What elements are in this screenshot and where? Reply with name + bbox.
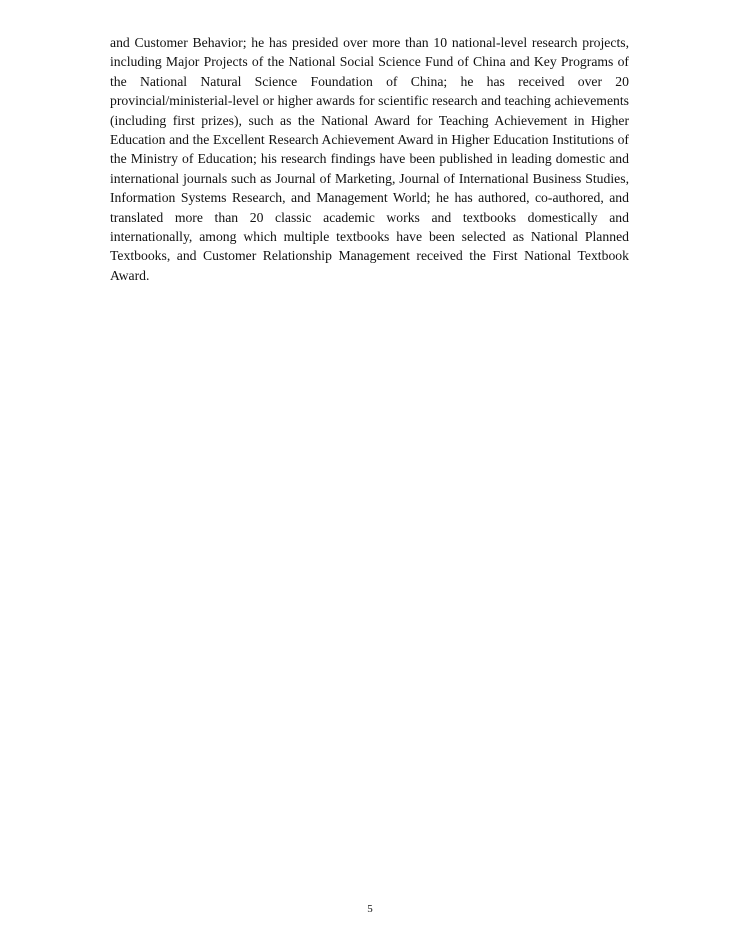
page-number: 5	[367, 903, 373, 915]
body-paragraph: and Customer Behavior; he has presided over more than 10 national-level research projects, including Major Projects of the National Social Science Fund of China and Key Programs of the National Natural Science Foundation of China; he has received over 20 provincial/ministerial-level or higher awards for scientific research and teaching achievements (including first prizes), such as the National Award for Teaching Achievement in Higher Education and the Excellent Research Achievement Award in Higher Education Institutions of the Ministry of Education; his research findings have been published in leading domestic and international journals such as Journal of Marketing, Journal of International Business Studies, Information Systems Research, and Management World; he has authored, co-authored, and translated more than 20 classic academic works and textbooks domestically and internationally, among which multiple textbooks have been selected as National Planned Textbooks, and Customer Relationship Management received the First National Textbook Award.	[110, 35, 629, 283]
